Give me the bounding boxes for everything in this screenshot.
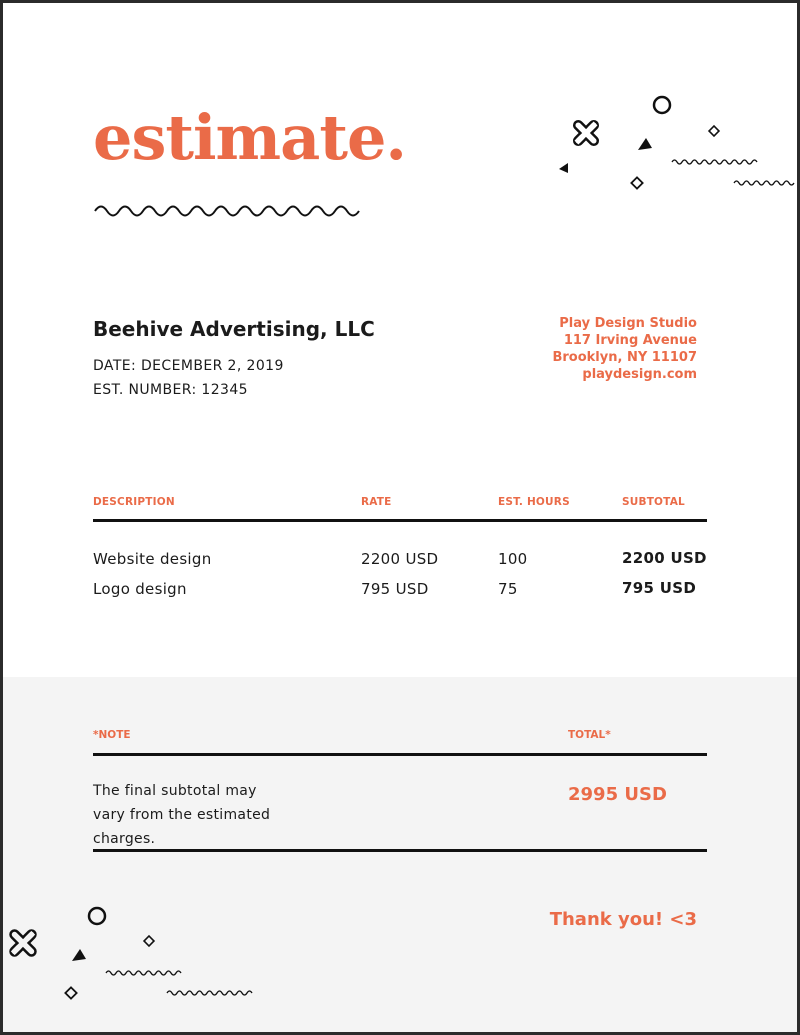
- row-hours: 100: [498, 550, 528, 568]
- squiggle-line-icon: [671, 156, 759, 166]
- studio-address: [552, 315, 697, 383]
- estimate-date: DATE: DECEMBER 2, 2019: [93, 358, 284, 374]
- client-name: Beehive Advertising, LLC: [93, 317, 375, 341]
- squiggle-line-icon: [733, 177, 797, 187]
- estimate-number: EST. NUMBER: 12345: [93, 382, 248, 398]
- x-cross-icon: [3, 923, 43, 963]
- circle-icon: [651, 94, 673, 116]
- diamond-icon: [63, 985, 79, 1001]
- diamond-icon: [142, 934, 156, 948]
- total-value: 2995 USD: [568, 784, 667, 805]
- row-description: Website design: [93, 550, 212, 568]
- triangle-icon: [636, 136, 654, 152]
- row-rate: 2200 USD: [361, 550, 439, 568]
- studio-website[interactable]: playdesign.com: [582, 367, 697, 382]
- x-cross-icon: [568, 115, 604, 151]
- note-label: *NOTE: [93, 729, 131, 741]
- triangle-icon: [557, 161, 571, 175]
- squiggle-line-icon: [93, 200, 361, 218]
- column-header-hours: EST. HOURS: [498, 496, 570, 508]
- estimate-page: [3, 3, 797, 1032]
- column-header-description: DESCRIPTION: [93, 496, 175, 508]
- column-header-rate: RATE: [361, 496, 392, 508]
- summary-top-rule: [93, 753, 707, 756]
- diamond-icon: [629, 175, 645, 191]
- thank-you-message: Thank you! <3: [549, 909, 697, 930]
- row-subtotal: 2200 USD: [622, 549, 707, 567]
- page-title: estimate.: [93, 101, 406, 174]
- row-hours: 75: [498, 580, 518, 598]
- column-header-subtotal: SUBTOTAL: [622, 496, 685, 508]
- studio-name: Play Design Studio: [559, 316, 697, 331]
- total-label: TOTAL*: [568, 729, 611, 741]
- squiggle-line-icon: [105, 967, 185, 977]
- row-subtotal: 795 USD: [622, 579, 697, 597]
- triangle-icon: [70, 947, 88, 963]
- studio-street: 117 Irving Avenue: [563, 333, 697, 348]
- circle-icon: [86, 905, 108, 927]
- note-text: The final subtotal may vary from the estimated charges.: [93, 783, 271, 847]
- row-description: Logo design: [93, 580, 187, 598]
- diamond-icon: [707, 124, 721, 138]
- row-rate: 795 USD: [361, 580, 429, 598]
- squiggle-line-icon: [166, 987, 256, 997]
- table-header-rule: [93, 519, 707, 522]
- studio-city: Brooklyn, NY 11107: [552, 350, 697, 365]
- summary-bottom-rule: [93, 849, 707, 852]
